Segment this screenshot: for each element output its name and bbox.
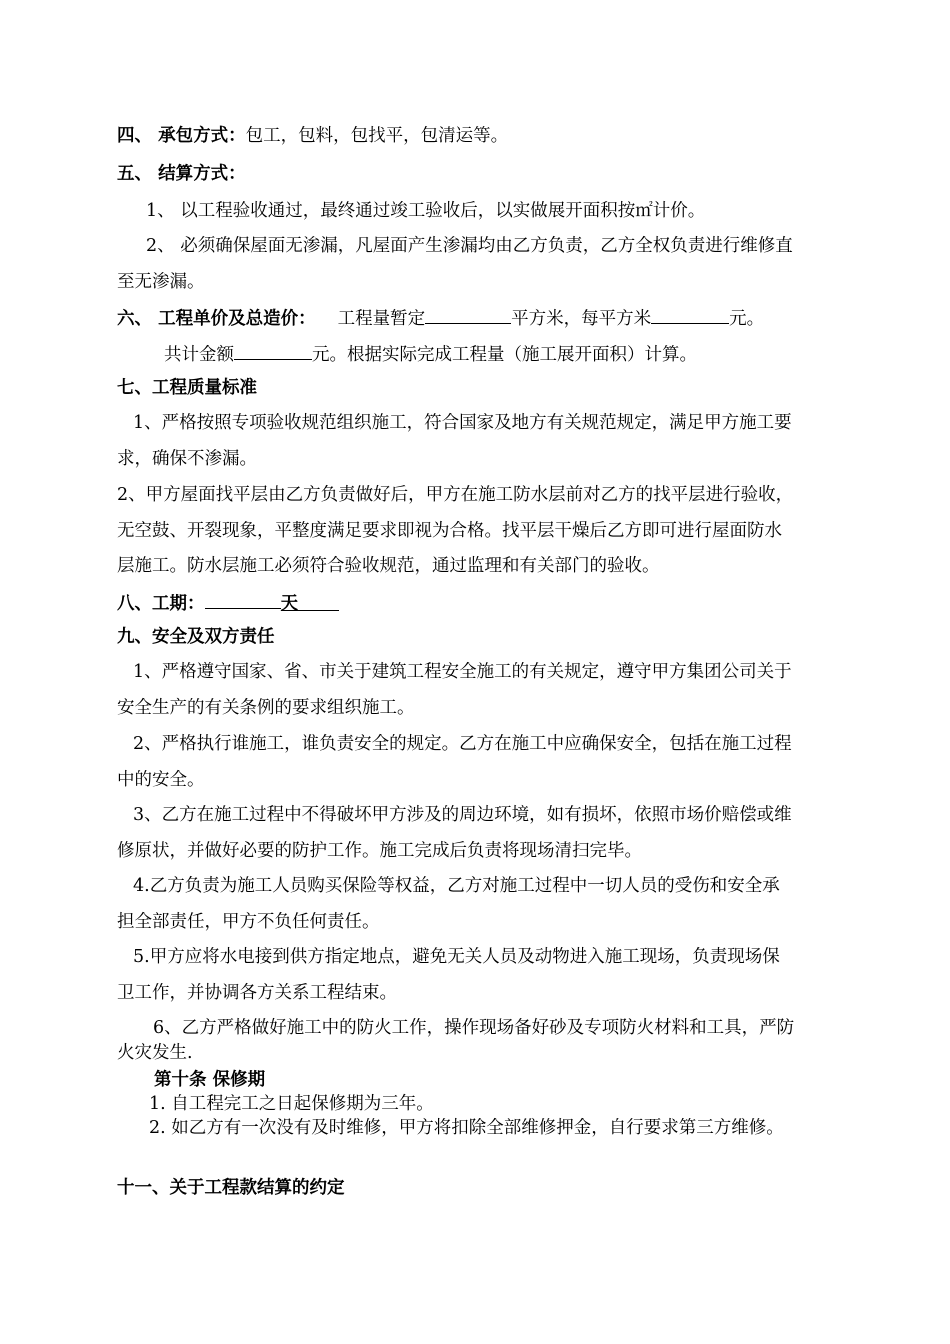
paragraph-line: 中的安全。 — [117, 770, 205, 790]
blank-field — [205, 590, 281, 609]
paragraph-line: 1、 以工程验收通过，最终通过竣工验收后，以实做展开面积按㎡计价。 — [146, 201, 706, 221]
section-text: 元。根据实际完成工程量（施工展开面积）计算。 — [312, 345, 697, 365]
paragraph-line: 4.乙方负责为施工人员购买保险等权益，乙方对施工过程中一切人员的受伤和安全承 — [133, 876, 780, 896]
paragraph-line: 修原状，并做好必要的防护工作。施工完成后负责将现场清扫完毕。 — [117, 841, 642, 861]
paragraph-line: 5.甲方应将水电接到供方指定地点，避免无关人员及动物进入施工现场，负责现场保 — [133, 947, 780, 967]
section-7-heading: 七、工程质量标准 — [117, 378, 257, 398]
section-heading: 八、工期： — [117, 594, 205, 614]
section-9-heading: 九、安全及双方责任 — [117, 627, 275, 647]
section-heading: 四、 承包方式： — [117, 126, 246, 146]
section-6 — [117, 305, 950, 331]
section-heading: 六、 工程单价及总造价： — [117, 309, 316, 329]
section-8 — [117, 590, 950, 616]
paragraph-line: 层施工。防水层施工必须符合验收规范，通过监理和有关部门的验收。 — [117, 556, 660, 576]
paragraph-line: 担全部责任，甲方不负任何责任。 — [117, 912, 380, 932]
paragraph-line: 1、严格按照专项验收规范组织施工，符合国家及地方有关规范规定，满足甲方施工要 — [133, 413, 792, 433]
list-item: 1. 自工程完工之日起保修期为三年。 — [149, 1094, 434, 1114]
paragraph-line: 3、乙方在施工过程中不得破坏甲方涉及的周边环境，如有损坏，依照市场价赔偿或维 — [133, 805, 792, 825]
section-10-heading: 第十条 保修期 — [154, 1070, 266, 1090]
section-4 — [117, 124, 950, 148]
paragraph-line: 火灾发生. — [117, 1043, 193, 1063]
paragraph-line: 无空鼓、开裂现象，平整度满足要求即视为合格。找平层干燥后乙方即可进行屋面防水 — [117, 521, 782, 541]
paragraph-line: 至无渗漏。 — [117, 272, 205, 292]
paragraph-line: 6、乙方严格做好施工中的防火工作，操作现场备好砂及专项防火材料和工具，严防 — [153, 1018, 795, 1038]
section-5-heading: 五、 结算方式： — [117, 164, 246, 184]
paragraph-line: 2、 必须确保屋面无渗漏，凡屋面产生渗漏均由乙方负责，乙方全权负责进行维修直 — [146, 236, 793, 256]
blank-field — [651, 305, 729, 324]
paragraph-line: 1、严格遵守国家、省、市关于建筑工程安全施工的有关规定，遵守甲方集团公司关于 — [133, 662, 792, 682]
section-11-heading: 十一、关于工程款结算的约定 — [117, 1178, 345, 1198]
paragraph-line: 2、甲方屋面找平层由乙方负责做好后，甲方在施工防水层前对乙方的找平层进行验收， — [117, 485, 794, 505]
section-text: 平方米，每平方米 — [511, 309, 652, 329]
paragraph-line: 2、严格执行谁施工，谁负责安全的规定。乙方在施工中应确保安全，包括在施工过程 — [133, 734, 792, 754]
paragraph-line: 求，确保不渗漏。 — [117, 449, 257, 469]
section-text: 包工，包料，包找平，包清运等。 — [245, 126, 509, 146]
section-text: 工程量暂定 — [337, 309, 426, 329]
section-6-line2 — [164, 341, 950, 367]
section-text: 共计金额 — [164, 345, 234, 365]
blank-field — [234, 341, 312, 360]
paragraph-line: 卫工作，并协调各方关系工程结束。 — [117, 983, 397, 1003]
section-text: 元。 — [729, 309, 765, 329]
blank-field — [425, 305, 511, 324]
list-item: 2. 如乙方有一次没有及时维修，甲方将扣除全部维修押金，自行要求第三方维修。 — [149, 1118, 784, 1138]
paragraph-line: 安全生产的有关条例的要求组织施工。 — [117, 698, 415, 718]
unit-label: 天 — [281, 592, 339, 611]
